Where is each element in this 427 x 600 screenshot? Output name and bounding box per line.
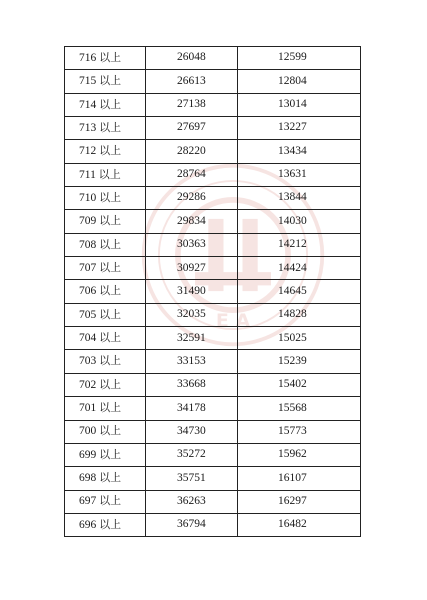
score-value: 701 [79,402,97,415]
table-row [65,70,361,93]
cumulative-count-cell: 27138 [146,93,238,116]
score-cell [65,280,146,303]
cumulative-count-cell: 30363 [146,233,238,256]
secondary-count-cell: 14424 [238,257,361,280]
score-cell [65,373,146,396]
table-row [65,280,361,303]
score-suffix: 以上 [99,120,122,134]
table-row [65,490,361,513]
secondary-count-cell: 13014 [238,93,361,116]
secondary-count-cell: 12804 [238,70,361,93]
cumulative-count-cell: 33668 [146,373,238,396]
table-row [65,467,361,490]
table-row [65,443,361,466]
score-suffix: 以上 [99,331,122,345]
cumulative-count-cell: 31490 [146,280,238,303]
secondary-count-cell: 16107 [238,467,361,490]
secondary-count-cell: 15025 [238,327,361,350]
score-value: 711 [79,168,96,181]
score-cell [65,140,146,163]
score-suffix: 以上 [99,284,122,298]
secondary-count-cell: 14828 [238,303,361,326]
cumulative-count-cell: 26048 [146,47,238,70]
score-suffix: 以上 [99,424,122,438]
secondary-count-cell: 15239 [238,350,361,373]
secondary-count-cell: 13844 [238,187,361,210]
score-cell [65,257,146,280]
secondary-count-cell: 16297 [238,490,361,513]
score-suffix: 以上 [99,50,122,64]
score-cell [65,93,146,116]
cumulative-count-cell: 28764 [146,163,238,186]
table-row [65,420,361,443]
score-suffix: 以上 [99,97,122,111]
score-cell [65,210,146,233]
score-value: 699 [79,448,97,461]
score-distribution-table [64,46,361,537]
score-value: 715 [79,75,97,88]
table-row [65,93,361,116]
table-body [65,47,361,537]
score-value: 705 [79,308,97,321]
score-suffix: 以上 [99,74,122,88]
table-row [65,163,361,186]
score-value: 702 [79,378,97,391]
secondary-count-cell: 14645 [238,280,361,303]
table-row [65,233,361,256]
score-value: 716 [79,51,97,64]
score-cell [65,513,146,536]
score-value: 697 [79,495,97,508]
cumulative-count-cell: 35272 [146,443,238,466]
score-value: 703 [79,355,97,368]
score-cell [65,467,146,490]
cumulative-count-cell: 32591 [146,327,238,350]
cumulative-count-cell: 34730 [146,420,238,443]
cumulative-count-cell: 29286 [146,187,238,210]
score-cell [65,420,146,443]
cumulative-count-cell: 36263 [146,490,238,513]
score-value: 698 [79,472,97,485]
score-suffix: 以上 [99,447,122,461]
table-row [65,210,361,233]
secondary-count-cell: 13631 [238,163,361,186]
score-suffix: 以上 [99,494,122,508]
table-row [65,117,361,140]
svg-text:E A: E A [215,310,251,333]
table-row [65,373,361,396]
score-value: 700 [79,425,97,438]
score-suffix: 以上 [98,167,121,181]
score-cell [65,47,146,70]
score-cell [65,117,146,140]
score-suffix: 以上 [99,237,122,251]
table-row [65,257,361,280]
cumulative-count-cell: 34178 [146,397,238,420]
secondary-count-cell: 13434 [238,140,361,163]
score-value: 713 [79,121,97,134]
cumulative-count-cell: 26613 [146,70,238,93]
score-cell [65,187,146,210]
score-cell [65,350,146,373]
score-cell [65,443,146,466]
score-suffix: 以上 [99,307,122,321]
cumulative-count-cell: 29834 [146,210,238,233]
score-value: 712 [79,145,97,158]
score-cell [65,397,146,420]
score-suffix: 以上 [99,517,122,531]
score-suffix: 以上 [99,471,122,485]
cumulative-count-cell: 28220 [146,140,238,163]
score-value: 706 [79,285,97,298]
score-suffix: 以上 [99,377,122,391]
score-cell [65,233,146,256]
secondary-count-cell: 14212 [238,233,361,256]
table-row [65,350,361,373]
score-suffix: 以上 [99,401,122,415]
secondary-count-cell: 12599 [238,47,361,70]
score-value: 708 [79,238,97,251]
cumulative-count-cell: 32035 [146,303,238,326]
score-cell [65,490,146,513]
score-suffix: 以上 [99,354,122,368]
table-row [65,397,361,420]
table-row [65,140,361,163]
secondary-count-cell: 16482 [238,513,361,536]
cumulative-count-cell: 33153 [146,350,238,373]
secondary-count-cell: 15402 [238,373,361,396]
score-cell [65,327,146,350]
score-cell [65,163,146,186]
table-row [65,303,361,326]
table-row [65,47,361,70]
score-suffix: 以上 [99,261,122,275]
score-value: 710 [79,191,97,204]
table-row [65,327,361,350]
secondary-count-cell: 13227 [238,117,361,140]
table-row [65,187,361,210]
cumulative-count-cell: 30927 [146,257,238,280]
score-suffix: 以上 [99,190,122,204]
score-suffix: 以上 [99,214,122,228]
secondary-count-cell: 15568 [238,397,361,420]
secondary-count-cell: 14030 [238,210,361,233]
score-value: 714 [79,98,97,111]
cumulative-count-cell: 27697 [146,117,238,140]
score-value: 707 [79,262,97,275]
score-value: 696 [79,518,97,531]
cumulative-count-cell: 36794 [146,513,238,536]
secondary-count-cell: 15773 [238,420,361,443]
score-suffix: 以上 [99,144,122,158]
cumulative-count-cell: 35751 [146,467,238,490]
table-row [65,513,361,536]
score-cell [65,303,146,326]
secondary-count-cell: 15962 [238,443,361,466]
score-value: 709 [79,215,97,228]
score-cell [65,70,146,93]
score-value: 704 [79,332,97,345]
